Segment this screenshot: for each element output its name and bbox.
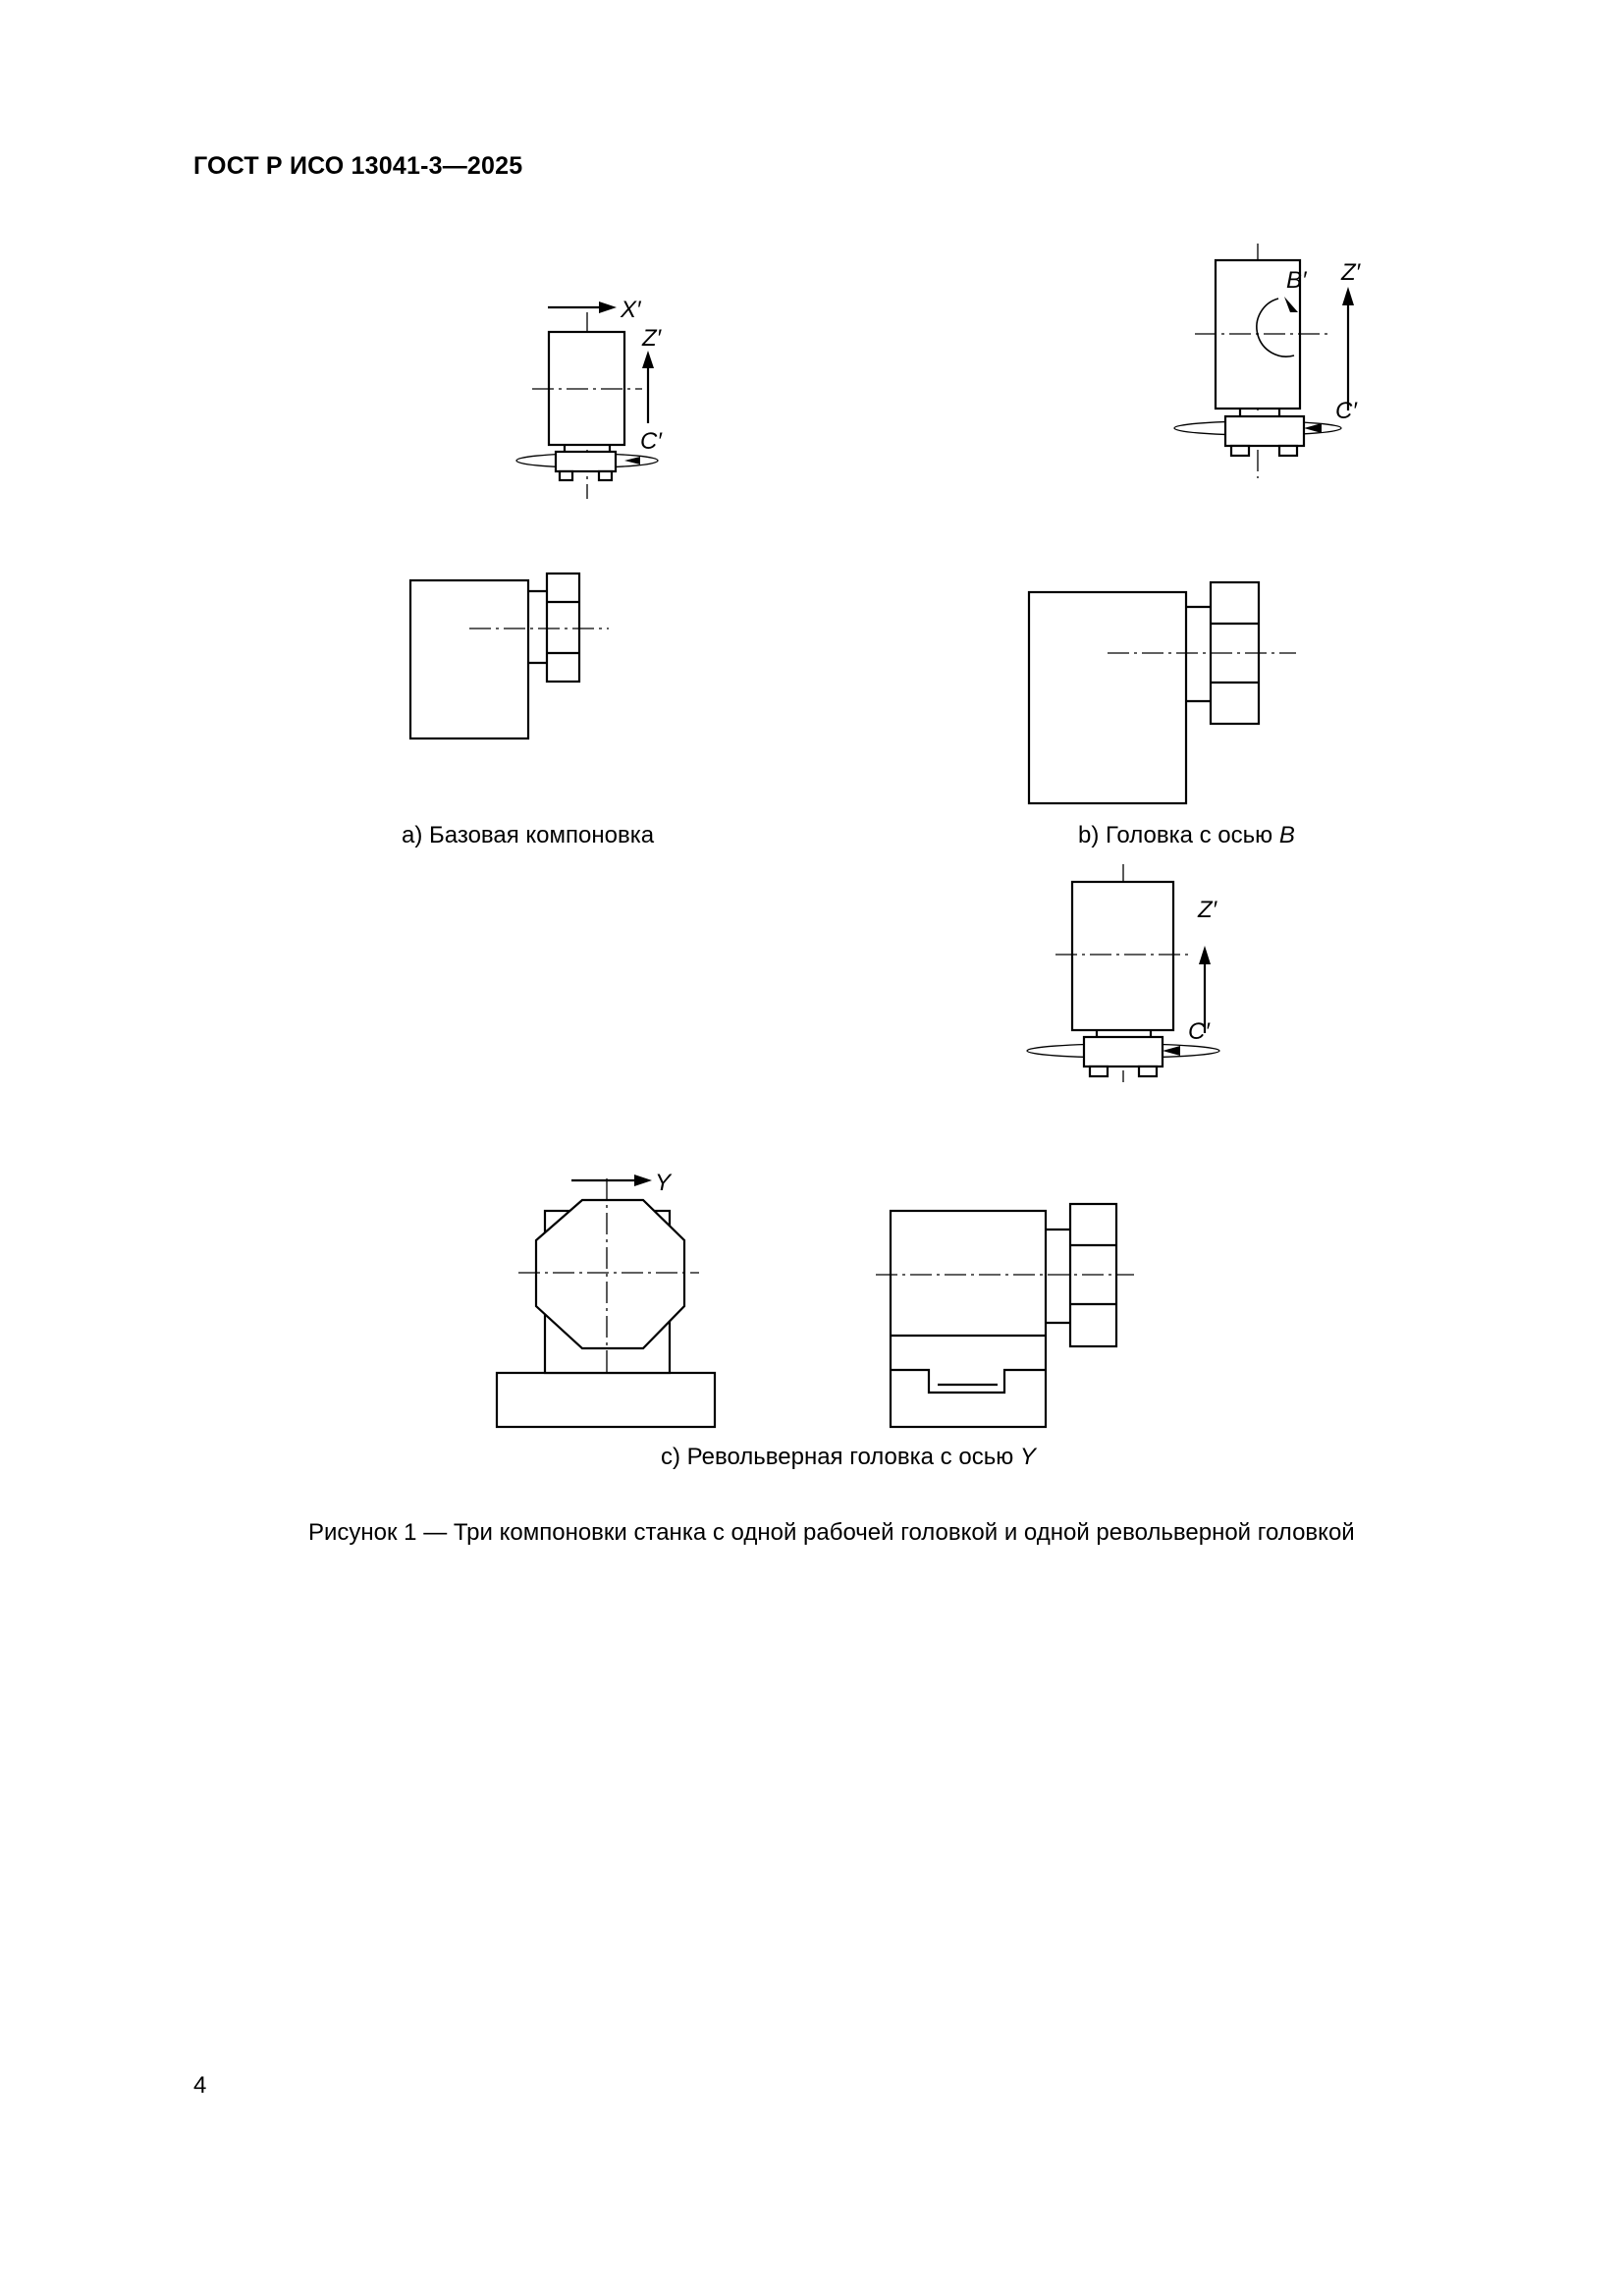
turret-b: [1029, 582, 1296, 803]
figure-caption: Рисунок 1 — Три компоновки станка с одной рабочей головкой и одной револьверной головкой: [308, 1519, 1355, 1546]
sub-figure-c: [497, 864, 1219, 1470]
sub-figure-a: [402, 297, 663, 848]
turret-front-c: [497, 1170, 715, 1427]
z-prime-label-c: Z′: [1198, 897, 1217, 923]
y-label: Y: [655, 1170, 672, 1196]
turret-a: [410, 574, 609, 738]
c-prime-label-c: C′: [1188, 1018, 1210, 1045]
page-number: 4: [193, 2072, 207, 2099]
x-prime-label: X′: [621, 297, 641, 323]
sub-caption-b: b) Головка с осью B: [1078, 822, 1295, 848]
sub-caption-c: с) Револьверная головка с осью Y: [661, 1444, 1036, 1470]
b-prime-label: B′: [1286, 267, 1307, 294]
sub-figure-b: [1029, 244, 1362, 848]
spindle-head-c: [1027, 864, 1219, 1082]
turret-side-c: [876, 1204, 1134, 1427]
sub-caption-a: а) Базовая компоновка: [402, 822, 655, 848]
c-prime-label-b: C′: [1335, 398, 1357, 424]
spindle-head-a: [516, 297, 663, 499]
spindle-head-b: [1174, 244, 1362, 478]
c-prime-label: C′: [640, 428, 662, 455]
document-header: ГОСТ Р ИСО 13041-3—2025: [193, 152, 523, 180]
z-prime-label-b: Z′: [1341, 259, 1361, 286]
z-prime-label: Z′: [642, 325, 662, 352]
